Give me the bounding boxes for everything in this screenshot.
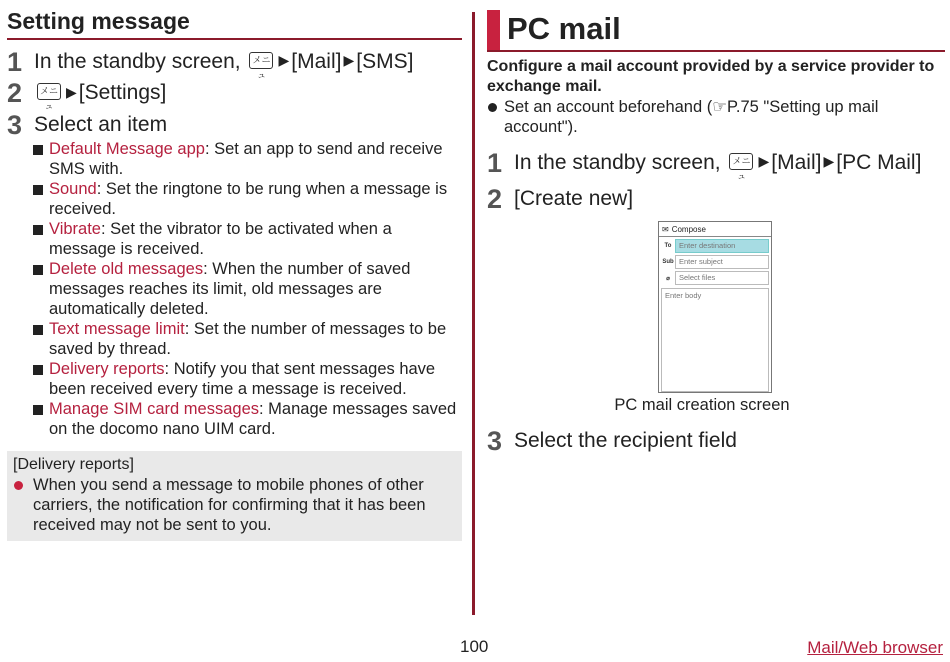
square-bullet-icon <box>33 265 43 275</box>
compose-header: ✉ Compose <box>659 222 771 237</box>
intro-text: Configure a mail account provided by a service provider to exchange mail. <box>487 58 935 95</box>
step-text: Select an item <box>34 112 168 136</box>
step-number: 2 <box>7 78 23 109</box>
delivery-reports-note <box>7 451 462 541</box>
menu-key-icon: メニュ <box>729 153 753 170</box>
step-2 <box>7 78 462 112</box>
arrow-right-icon: ▶ <box>278 52 290 69</box>
left-column <box>7 8 462 541</box>
paperclip-icon: ⌀ <box>666 275 670 282</box>
step-text: In the standby screen, メニュ▶[Mail] ▶[SMS] <box>34 50 414 80</box>
step-2 <box>487 185 945 213</box>
to-label: To <box>664 243 672 250</box>
compose-screen-screenshot <box>658 221 772 393</box>
step-text: メニュ▶[Settings] <box>34 79 166 107</box>
arrow-right-icon: ▶ <box>823 153 835 170</box>
step-number: 2 <box>487 184 503 215</box>
attach-row <box>661 271 769 285</box>
step-number: 3 <box>7 109 23 140</box>
attach-field[interactable]: Select files <box>675 271 769 285</box>
intro-bullet: Set an account beforehand (☞P.75 "Setting up mail account"). <box>487 97 945 137</box>
step-3 <box>7 111 462 139</box>
section-title-pc-mail: PC mail <box>487 10 945 52</box>
step-text: [Create new] <box>514 187 634 211</box>
step-number: 1 <box>7 47 23 77</box>
step-text: Select the recipient field <box>514 429 737 453</box>
title-accent-bar <box>487 10 500 50</box>
dot-bullet-icon <box>488 103 497 112</box>
subject-field[interactable]: Enter subject <box>675 255 769 269</box>
step-1 <box>487 148 945 181</box>
list-item: Sound: Set the ringtone to be rung when a message is received. <box>33 179 462 219</box>
figure-caption: PC mail creation screen <box>614 396 790 415</box>
square-bullet-icon <box>33 405 43 415</box>
square-bullet-icon <box>33 325 43 335</box>
note-title: [Delivery reports] <box>13 455 134 473</box>
body-field[interactable]: Enter body <box>661 288 769 392</box>
section-title-setting-message: Setting message <box>7 8 462 40</box>
square-bullet-icon <box>33 145 43 155</box>
subject-row <box>661 255 769 269</box>
arrow-right-icon: ▶ <box>758 153 770 170</box>
settings-item-list <box>7 139 462 439</box>
list-item: Default Message app: Set an app to send and receive SMS with. <box>33 139 462 179</box>
square-bullet-icon <box>33 225 43 235</box>
menu-key-icon: メニュ <box>249 52 273 69</box>
step-number: 3 <box>487 426 503 457</box>
list-item: Delivery reports: Notify you that sent messages have been received every time a message is received. <box>33 359 462 399</box>
list-item: Text message limit: Set the number of messages to be saved by thread. <box>33 319 462 359</box>
list-item: Delete old messages: When the number of saved messages reaches its limit, old messages are automatically deleted. <box>33 259 462 319</box>
recipient-field[interactable]: Enter destination <box>675 239 769 253</box>
mail-icon: ✉ <box>662 224 669 234</box>
right-column <box>487 10 945 455</box>
section-link[interactable]: Mail/Web browser <box>807 638 943 657</box>
step-3 <box>487 427 945 455</box>
arrow-right-icon: ▶ <box>66 83 77 100</box>
list-item: Vibrate: Set the vibrator to be activated when a message is received. <box>33 219 462 259</box>
step-1 <box>7 47 462 80</box>
step-number: 1 <box>487 148 503 178</box>
column-divider <box>472 12 475 615</box>
square-bullet-icon <box>33 185 43 195</box>
step-text: In the standby screen, メニュ▶[Mail] ▶[PC Mail] <box>514 151 922 181</box>
note-item: When you send a message to mobile phones of other carriers, the notification for confirming that it has been received may not be sent to you. <box>13 475 456 535</box>
square-bullet-icon <box>33 365 43 375</box>
page-number: 100 <box>460 637 489 656</box>
subject-label: Sub <box>662 259 674 266</box>
red-dot-bullet-icon <box>14 481 23 490</box>
arrow-right-icon: ▶ <box>343 52 355 69</box>
menu-key-icon: メニュ <box>37 83 61 100</box>
list-item: Manage SIM card messages: Manage messages saved on the docomo nano UIM card. <box>33 399 462 439</box>
to-row <box>661 239 769 253</box>
